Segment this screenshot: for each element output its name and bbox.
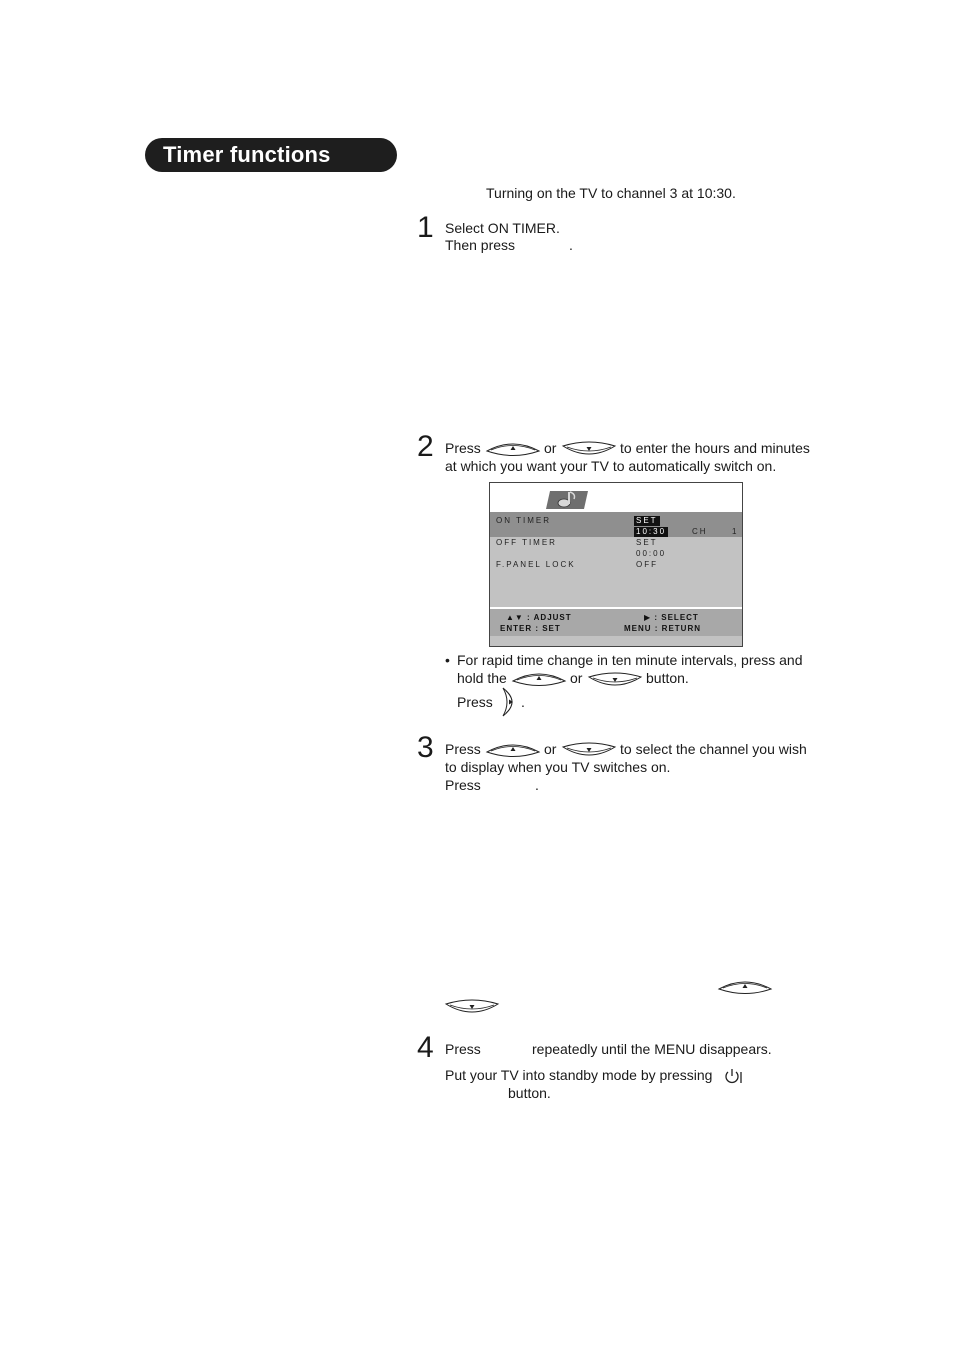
osd-row-on-timer-ch-value: 1 xyxy=(732,527,739,536)
osd-row-on-timer-label: ON TIMER xyxy=(496,516,551,525)
step-1-line-2-pre: Then press xyxy=(445,237,516,253)
step-2-press-right-pre: Press xyxy=(457,694,493,710)
osd-footer xyxy=(490,607,742,636)
step-3-press-word: Press xyxy=(445,741,481,757)
up-arrow-button-icon xyxy=(717,978,773,996)
step-2-line-2: at which you want your TV to automatically switch on. xyxy=(445,458,777,474)
step-3-line-3-pre: Press xyxy=(445,777,481,793)
step-4-number: 4 xyxy=(417,1031,434,1064)
down-arrow-button-icon xyxy=(561,741,617,759)
intro-text: Turning on the TV to channel 3 at 10:30. xyxy=(486,185,736,201)
step-4-line-1-post: repeatedly until the MENU disappears. xyxy=(532,1041,772,1057)
step-2-bullet-marker: • xyxy=(445,652,450,668)
step-3-or-word: or xyxy=(544,741,557,757)
section-title-bar xyxy=(145,138,397,172)
step-3-line-1-post: to select the channel you wish xyxy=(620,741,807,757)
osd-row-on-timer-time: 10:30 xyxy=(636,527,667,536)
step-1-line-2-post: . xyxy=(569,237,573,253)
step-4-line-1-pre: Press xyxy=(445,1041,481,1057)
osd-row-panel-lock-status: OFF xyxy=(636,560,658,569)
osd-footer-menu: MENU : RETURN xyxy=(624,624,701,633)
right-arrow-button-icon xyxy=(499,686,523,718)
step-2-or-word: or xyxy=(544,440,557,456)
step-2-number: 2 xyxy=(417,430,434,463)
on-screen-menu xyxy=(489,482,743,647)
osd-row-off-timer-time: 00:00 xyxy=(636,549,667,558)
step-3-line-3-post: . xyxy=(535,777,539,793)
step-2-press-word: Press xyxy=(445,440,481,456)
step-2-press-right-post: . xyxy=(521,694,525,710)
osd-row-off-timer-label: OFF TIMER xyxy=(496,538,557,547)
step-1-line-1: Select ON TIMER. xyxy=(445,220,560,236)
down-arrow-button-icon xyxy=(587,671,643,689)
power-icon xyxy=(724,1068,744,1089)
step-4-line-3: button. xyxy=(508,1085,551,1101)
page-title: Timer functions xyxy=(163,142,331,167)
osd-row-off-timer-status: SET xyxy=(636,538,658,547)
osd-row-on-timer-status: SET xyxy=(636,516,658,525)
osd-row-on-timer-ch-label: CH xyxy=(692,527,708,536)
down-arrow-button-icon xyxy=(561,440,617,458)
osd-footer-enter: ENTER : SET xyxy=(500,624,561,633)
step-2-line-1-post: to enter the hours and minutes xyxy=(620,440,810,456)
step-2-bullet-line-2-pre: hold the xyxy=(457,670,507,686)
step-3-line-2: to display when you TV switches on. xyxy=(445,759,671,775)
down-arrow-button-icon xyxy=(444,998,500,1016)
step-1-number: 1 xyxy=(417,211,434,244)
step-3-number: 3 xyxy=(417,731,434,764)
osd-footer-adjust: ▲▼ : ADJUST xyxy=(506,613,572,622)
step-2-bullet-or-word: or xyxy=(570,670,583,686)
up-arrow-button-icon xyxy=(485,741,541,759)
step-2-bullet-line-1: For rapid time change in ten minute intervals, press and xyxy=(457,652,803,668)
osd-row-panel-lock-label: F.PANEL LOCK xyxy=(496,560,576,569)
up-arrow-button-icon xyxy=(485,440,541,458)
osd-footer-select: ▶ : SELECT xyxy=(644,613,699,622)
step-2-bullet-line-2-post: button. xyxy=(646,670,689,686)
step-4-line-2: Put your TV into standby mode by pressing xyxy=(445,1067,713,1083)
